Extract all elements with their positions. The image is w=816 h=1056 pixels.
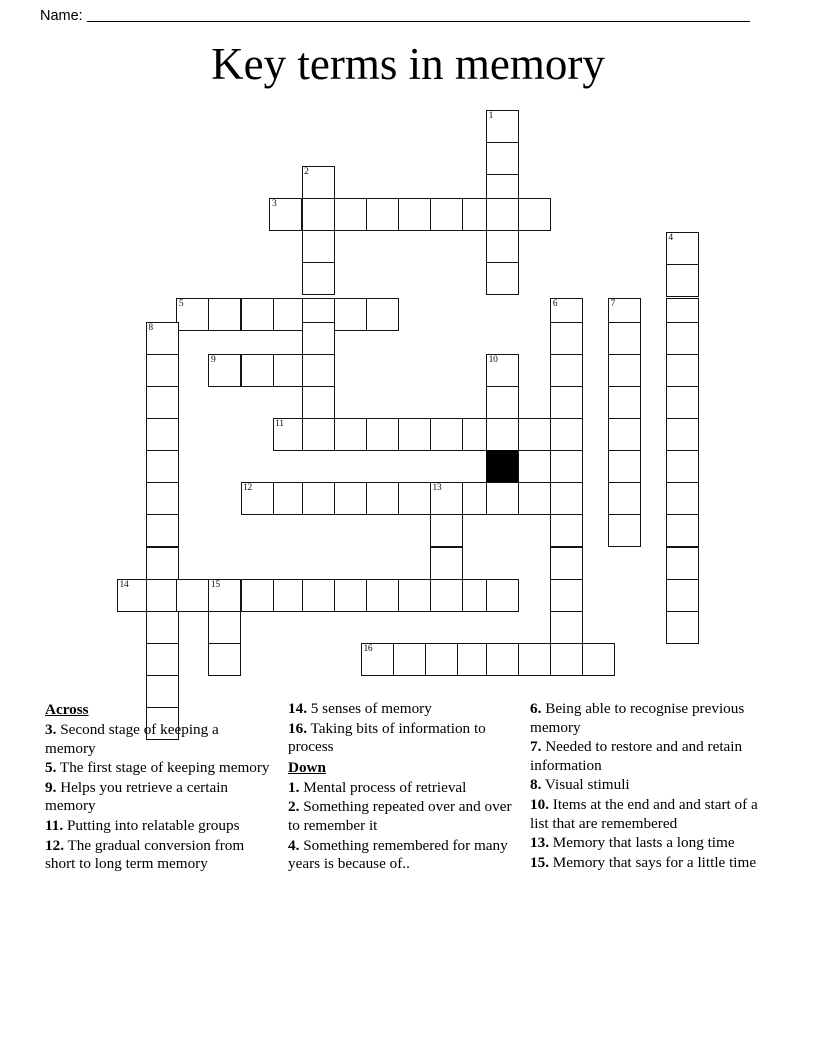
grid-cell[interactable] <box>366 198 399 231</box>
grid-cell[interactable] <box>518 482 551 515</box>
grid-cell[interactable] <box>302 198 335 231</box>
clue-text: Visual stimuli <box>541 776 630 794</box>
grid-cell[interactable] <box>146 643 179 676</box>
across-heading: Across <box>45 701 89 718</box>
clue-text: Something remembered for many years is because of.. <box>288 836 508 873</box>
grid-cell[interactable] <box>666 264 699 297</box>
grid-cell[interactable] <box>666 418 699 451</box>
clues-column-3 <box>530 700 765 873</box>
grid-cell[interactable] <box>425 643 458 676</box>
grid-cell[interactable] <box>146 611 179 644</box>
grid-cell[interactable] <box>208 298 241 331</box>
grid-cell[interactable] <box>608 322 641 355</box>
grid-cell[interactable] <box>486 230 519 263</box>
clue-number: 4. <box>288 836 300 854</box>
clue-number: 2. <box>288 798 300 816</box>
clue-item-down-6 <box>530 700 765 737</box>
grid-cell[interactable] <box>430 418 463 451</box>
clue-text: Memory that says for a little time <box>548 853 757 871</box>
clue-item-across-3 <box>45 721 270 758</box>
clue-item-down-2 <box>288 798 523 835</box>
grid-cell[interactable] <box>334 418 367 451</box>
grid-cell[interactable] <box>666 386 699 419</box>
clue-item-across-12 <box>45 837 270 874</box>
clue-item-down-8 <box>530 776 765 795</box>
clue-text: 5 senses of memory <box>306 700 432 717</box>
clue-text: Mental process of retrieval <box>299 778 467 796</box>
clue-text: The first stage of keeping memory <box>56 759 270 777</box>
grid-cell[interactable] <box>146 450 179 483</box>
clue-text: Putting into relatable groups <box>63 816 240 834</box>
grid-cell[interactable] <box>666 354 699 387</box>
down-heading: Down <box>288 758 326 776</box>
grid-cell[interactable] <box>550 386 583 419</box>
clue-item-across-5 <box>45 759 270 778</box>
grid-cell[interactable] <box>550 450 583 483</box>
grid-cell[interactable] <box>666 482 699 515</box>
grid-cell[interactable] <box>302 354 335 387</box>
grid-cell-number: 12 <box>243 483 252 494</box>
page-title: Key terms in memory <box>211 39 605 89</box>
clue-number: 14. <box>288 700 307 717</box>
grid-cell[interactable] <box>666 514 699 547</box>
grid-cell[interactable] <box>398 198 431 231</box>
grid-cell[interactable] <box>518 643 551 676</box>
grid-cell[interactable] <box>666 450 699 483</box>
grid-cell[interactable] <box>486 386 519 419</box>
clue-number: 12. <box>45 836 64 854</box>
grid-cell[interactable] <box>486 198 519 231</box>
grid-cell[interactable] <box>146 579 179 612</box>
grid-cell[interactable] <box>550 482 583 515</box>
grid-cell[interactable] <box>486 142 519 175</box>
grid-cell[interactable] <box>366 482 399 515</box>
clue-number: 3. <box>45 721 57 738</box>
clues-column-2 <box>288 700 523 875</box>
grid-cell[interactable] <box>398 579 431 612</box>
grid-cell[interactable] <box>582 643 615 676</box>
clue-number: 5. <box>45 759 57 777</box>
grid-cell[interactable] <box>430 198 463 231</box>
grid-cell-number: 1 <box>488 111 494 121</box>
grid-cell[interactable] <box>366 298 399 331</box>
grid-cell[interactable] <box>666 547 699 580</box>
grid-cell[interactable] <box>208 611 241 644</box>
grid-cell[interactable] <box>430 482 463 515</box>
grid-cell[interactable] <box>518 198 551 231</box>
clue-item-down-7 <box>530 738 765 775</box>
grid-cell[interactable] <box>666 611 699 644</box>
grid-cell-number: 11 <box>275 419 284 430</box>
clue-text: Second stage of keeping a memory <box>45 721 219 757</box>
clues-section <box>0 700 816 1000</box>
clue-text: Helps you retrieve a certain memory <box>45 778 229 815</box>
grid-cell[interactable] <box>518 450 551 483</box>
grid-cell[interactable] <box>550 322 583 355</box>
grid-cell[interactable] <box>241 298 274 331</box>
clue-item-across-16 <box>288 720 523 757</box>
grid-cell[interactable] <box>550 354 583 387</box>
grid-cell[interactable] <box>146 418 179 451</box>
grid-cell[interactable] <box>608 450 641 483</box>
grid-cell[interactable] <box>334 298 367 331</box>
clue-number: 13. <box>530 834 549 852</box>
grid-cell[interactable] <box>241 354 274 387</box>
clue-item-down-15 <box>530 854 765 873</box>
grid-cell[interactable] <box>486 418 519 451</box>
grid-cell-number: 10 <box>488 354 498 365</box>
clue-text: Something repeated over and over to remember it <box>288 798 512 834</box>
grid-cell[interactable] <box>486 643 519 676</box>
grid-cell[interactable] <box>398 418 431 451</box>
grid-cell[interactable] <box>146 354 179 387</box>
grid-cell[interactable] <box>550 514 583 547</box>
grid-cell-number: 9 <box>210 354 216 365</box>
grid-cell[interactable] <box>208 643 241 676</box>
grid-cell-number: 14 <box>119 579 129 590</box>
clue-number: 7. <box>530 738 542 756</box>
clue-item-across-11 <box>45 817 270 836</box>
clue-item-down-10 <box>530 796 765 833</box>
grid-cell[interactable] <box>666 579 699 612</box>
grid-cell[interactable] <box>241 579 274 612</box>
grid-cell[interactable] <box>550 547 583 580</box>
grid-cell[interactable] <box>334 482 367 515</box>
clue-text: Memory that lasts a long time <box>548 834 735 852</box>
grid-cell[interactable] <box>518 418 551 451</box>
grid-cell[interactable] <box>302 262 335 295</box>
grid-cell[interactable] <box>334 198 367 231</box>
grid-cell[interactable] <box>550 611 583 644</box>
grid-cell[interactable] <box>366 579 399 612</box>
grid-cell[interactable] <box>146 514 179 547</box>
grid-cell[interactable] <box>302 166 335 199</box>
grid-cell[interactable] <box>550 418 583 451</box>
grid-cell[interactable] <box>302 579 335 612</box>
clue-text: Taking bits of information to process <box>288 719 486 756</box>
grid-cell[interactable] <box>666 322 699 355</box>
clue-text: Being able to recognise previous memory <box>530 700 745 736</box>
grid-cell[interactable] <box>430 547 463 580</box>
grid-cell[interactable] <box>393 643 426 676</box>
grid-cell[interactable] <box>146 386 179 419</box>
clue-item-across-14 <box>288 700 523 719</box>
grid-cell-number: 15 <box>210 579 220 590</box>
grid-cell[interactable] <box>608 482 641 515</box>
grid-cell[interactable] <box>241 482 274 515</box>
clue-number: 10. <box>530 795 549 813</box>
grid-cell[interactable] <box>608 418 641 451</box>
clue-number: 15. <box>530 853 549 871</box>
grid-cell[interactable] <box>302 230 335 263</box>
grid-cell[interactable] <box>486 579 519 612</box>
clue-item-down-4 <box>288 837 523 874</box>
grid-cell[interactable] <box>269 198 302 231</box>
clue-text: The gradual conversion from short to long term memory <box>45 836 245 873</box>
grid-cell-number: 7 <box>610 298 616 309</box>
grid-cell[interactable] <box>666 232 699 265</box>
clue-text: Items at the end and and start of a list that are remembered <box>530 795 758 832</box>
grid-cell-number: 4 <box>668 232 673 243</box>
grid-cell[interactable] <box>302 482 335 515</box>
grid-cell-number: 6 <box>552 298 558 309</box>
grid-cell-number: 13 <box>432 483 442 494</box>
grid-cell[interactable] <box>486 354 519 387</box>
grid-cell-number: 2 <box>304 167 309 178</box>
clues-column-1 <box>45 700 270 875</box>
grid-cell[interactable] <box>302 386 335 419</box>
grid-cell[interactable] <box>146 482 179 515</box>
grid-cell[interactable] <box>334 579 367 612</box>
grid-cell[interactable] <box>176 579 209 612</box>
clue-number: 8. <box>530 776 542 794</box>
grid-cell[interactable] <box>302 418 335 451</box>
grid-cell[interactable] <box>146 322 179 355</box>
grid-cell[interactable] <box>361 643 394 676</box>
grid-cell-number: 16 <box>363 643 373 654</box>
grid-cell[interactable] <box>608 514 641 547</box>
grid-cell[interactable] <box>366 418 399 451</box>
clue-number: 6. <box>530 700 542 717</box>
grid-cell[interactable] <box>486 482 519 515</box>
clue-item-across-9 <box>45 779 270 816</box>
grid-cell[interactable] <box>550 643 583 676</box>
clue-item-down-1 <box>288 779 523 798</box>
clue-number: 16. <box>288 719 307 737</box>
grid-block-cell <box>486 450 519 483</box>
clue-number: 9. <box>45 778 57 796</box>
grid-cell[interactable] <box>302 322 335 355</box>
grid-cell[interactable] <box>608 386 641 419</box>
grid-cell[interactable] <box>176 298 209 331</box>
clue-number: 11. <box>45 816 64 834</box>
grid-cell[interactable] <box>146 547 179 580</box>
grid-cell[interactable] <box>486 110 519 143</box>
grid-cell[interactable] <box>208 354 241 387</box>
clue-number: 1. <box>288 778 300 796</box>
grid-cell[interactable] <box>430 514 463 547</box>
grid-cell[interactable] <box>430 579 463 612</box>
grid-cell[interactable] <box>608 354 641 387</box>
clue-text: Needed to restore and and retain information <box>530 738 743 774</box>
grid-cell[interactable] <box>550 579 583 612</box>
clue-item-down-13 <box>530 834 765 853</box>
grid-cell-number: 8 <box>148 322 153 333</box>
grid-cell[interactable] <box>486 262 519 295</box>
grid-cell[interactable] <box>398 482 431 515</box>
name-label: Name: <box>40 8 83 24</box>
grid-cell-number: 3 <box>271 199 277 210</box>
grid-cell[interactable] <box>208 579 241 612</box>
grid-cell-number: 5 <box>178 298 184 309</box>
